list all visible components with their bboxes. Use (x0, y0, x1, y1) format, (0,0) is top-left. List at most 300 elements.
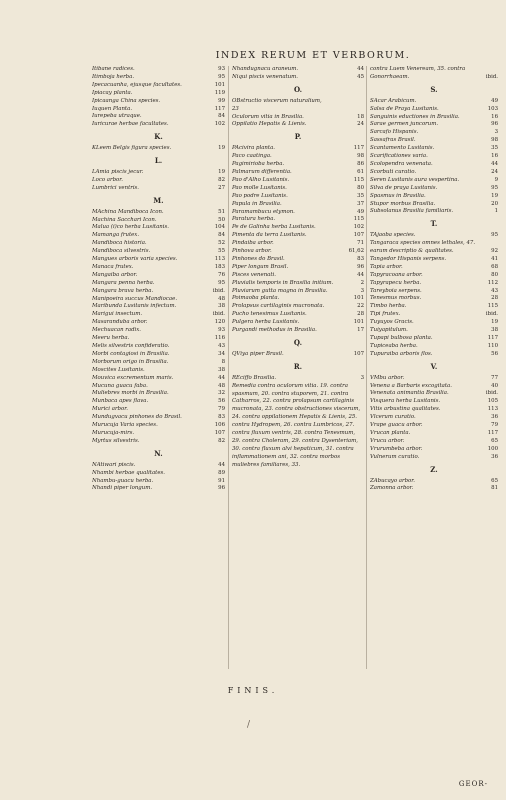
page-number: 117 (214, 105, 225, 112)
page-number: 44 (491, 160, 498, 167)
index-term: Itimboja herba. (92, 73, 135, 80)
page-number: 105 (487, 398, 498, 405)
index-term: Ipiacay planta. (92, 89, 133, 96)
index-entry (370, 272, 498, 280)
index-entry (232, 201, 364, 209)
index-column-2 (232, 66, 364, 470)
index-entry (232, 280, 364, 288)
index-entry (232, 169, 364, 177)
page-number: 102 (214, 121, 225, 128)
index-entry (370, 161, 498, 169)
index-term: Pisces venenati. (232, 271, 276, 278)
page-number: 71 (357, 240, 364, 247)
index-entry (232, 114, 364, 122)
index-term: Subsolanus Brasilia familiaris. (370, 208, 454, 215)
section-letter: R. (293, 361, 303, 371)
index-term: Ipicaanga China species. (92, 97, 161, 104)
index-entry (232, 193, 364, 201)
index-term: Vrucan planta. (370, 429, 411, 436)
index-entry (370, 185, 498, 193)
index-term: Ipecacuanha, ejusque facultates. (92, 81, 182, 88)
page-number: 120 (214, 319, 225, 326)
index-entry (370, 485, 498, 493)
page-number: 48 (218, 295, 225, 302)
page-number: 76 (218, 271, 225, 278)
index-term: Pao d'Alho Lusitanis. (232, 176, 290, 183)
index-term: Piper longum Brasil. (232, 263, 289, 270)
index-term: 23 (232, 105, 239, 112)
index-entry (92, 177, 225, 185)
page-number: 83 (357, 255, 364, 262)
index-entry (92, 280, 225, 288)
index-term: Spasmus in Brasilia. (370, 192, 426, 199)
index-term: Vrucu arbor. (370, 437, 405, 444)
page-number: 3 (360, 374, 364, 381)
index-term: Morbi contagiosi in Brasilia. (92, 350, 170, 357)
index-entry (370, 232, 498, 240)
index-column-1 (92, 66, 225, 493)
page-number: 35 (491, 145, 498, 152)
page-number: 18 (357, 113, 364, 120)
page-number: 77 (491, 374, 498, 381)
index-term: Pagimirioba herba. (232, 161, 285, 168)
page-number: 19 (218, 145, 225, 152)
index-entry (370, 335, 498, 343)
index-term: Mechuacan radix. (92, 327, 142, 334)
index-term: Palmarum differentia. (232, 168, 292, 175)
page-number: 98 (357, 153, 364, 160)
index-term: Nhambu-guacu herba. (92, 477, 154, 484)
index-term: Prolapsus cartilaginis mucronata. (232, 303, 325, 310)
page-number: 16 (491, 153, 498, 160)
page-number: 117 (353, 145, 364, 152)
page-number: 183 (214, 263, 225, 270)
index-term: Masaranduba arbor. (92, 319, 148, 326)
index-entry (92, 335, 225, 343)
index-term: Manaca frutex. (92, 263, 134, 270)
index-entry (370, 414, 498, 422)
page-number: 101 (353, 319, 364, 326)
page-number: 115 (353, 176, 364, 183)
page-number: 113 (487, 406, 498, 413)
index-entry (370, 177, 498, 185)
index-entry (370, 137, 498, 145)
index-term: Vrurumbeba arbor. (370, 445, 423, 452)
index-entry (232, 327, 364, 335)
index-entry (92, 478, 225, 486)
page-number: 100 (487, 445, 498, 452)
page-number: 98 (491, 137, 498, 144)
index-entry (92, 430, 225, 438)
page-number: 41 (491, 255, 498, 262)
page-number: 106 (214, 422, 225, 429)
index-term: ZAbucayo arbor. (370, 477, 415, 484)
page-number: 44 (218, 374, 225, 381)
page-number: 50 (218, 216, 225, 223)
index-term: Sanguinis eductiones in Brasilia. (370, 113, 460, 120)
index-term: PAcivira planta. (232, 145, 275, 152)
index-term: Moscites Lusitanis. (92, 366, 145, 373)
page-number: 119 (214, 89, 225, 96)
index-term: Purgandi methodus in Brasilia. (232, 327, 317, 334)
index-term: Pinhones do Brasil. (232, 255, 285, 262)
index-term: Tenesmus morbus. (370, 295, 422, 302)
index-entry (370, 422, 498, 430)
index-term: Maribunda Lusitanis infectum. (92, 303, 177, 310)
index-entry (232, 256, 364, 264)
index-entry (92, 398, 225, 406)
index-entry (92, 145, 225, 153)
index-term: Scolopendra venenata. (370, 160, 433, 167)
index-term: Scarificationes varia. (370, 153, 428, 160)
page-number: 49 (491, 97, 498, 104)
index-entry (92, 224, 225, 232)
column-rule (228, 66, 229, 669)
index-entry (92, 264, 225, 272)
remedia-paragraph: Remedia contra oculorum vitia. 19. contra spasmum, 20. contra stuporem, 21. contra Catharros, 22. contra prolapsum cartilaginis mucronata, 23. contra obstructiones viscerum, 24. contra oppilationem Hepatis & Lienis, 25. contra Hydropem, 26. contra Lumbricos, 27. contra fluxum ventris, 28. contra Tenesmum, 29. contra Choleram, 29. contra Dysenteriam, 30. contra fluxum alvi hepaticum, 31. contra inflammationem ani, 32. contra morbos muliebres familiares, 33. (232, 382, 361, 468)
index-entry (232, 272, 364, 280)
index-term: Machina Sacchari Icon. (92, 216, 157, 223)
index-entry (92, 106, 225, 114)
index-term: Iuricurae herbae facultates. (92, 121, 169, 128)
index-term: Tangedor Hispanis serpens. (370, 255, 447, 262)
page-number: 28 (491, 295, 498, 302)
index-entry (92, 272, 225, 280)
index-term: VMbu arbor. (370, 374, 405, 381)
index-term: Tupiceaba herba. (370, 342, 418, 349)
index-term: Loco arbor. (92, 176, 123, 183)
section-letter: N. (154, 448, 163, 458)
page-number: 34 (218, 350, 225, 357)
index-entry (370, 66, 498, 74)
index-term: Pucho tenesimus Lusitanis. (232, 311, 307, 318)
index-term: Oculorum vitia in Brasilia. (232, 113, 304, 120)
index-entry (232, 303, 364, 311)
index-entry (92, 303, 225, 311)
page-number: 24 (357, 121, 364, 128)
page-number: 99 (218, 97, 225, 104)
page-number: 116 (214, 335, 225, 342)
page-number: 55 (218, 248, 225, 255)
index-entry-wrapped: OBstructio viscerum naturalium, (232, 97, 322, 104)
index-entry (92, 383, 225, 391)
index-entry (92, 485, 225, 493)
index-term: Morborum origo in Brasilia. (92, 358, 169, 365)
index-term: Nhandi piper longum. (92, 485, 153, 492)
index-term: Tapyrapecu herba. (370, 279, 422, 286)
index-entry (232, 177, 364, 185)
index-entry (370, 121, 498, 129)
page-number: 61 (357, 168, 364, 175)
index-entry (232, 66, 364, 74)
page-number: 45 (357, 73, 364, 80)
index-term: REciffo Brasilia. (232, 374, 277, 381)
index-term: Tapia arbor. (370, 263, 403, 270)
index-term: Salsa de Praya Lusitanis. (370, 105, 439, 112)
index-term: Tuyuyos Gracis. (370, 319, 414, 326)
index-term: Venenata animantia Brasilia. (370, 390, 449, 397)
index-term: Pimenta da terra Lusitanis. (232, 232, 307, 239)
section-letter: S. (430, 84, 438, 94)
index-entry (92, 209, 225, 217)
page-number: 96 (357, 263, 364, 270)
finis-text: FINIS. (227, 686, 279, 695)
page-number: 38 (491, 327, 498, 334)
page-number: 107 (353, 350, 364, 357)
index-entry (370, 208, 498, 216)
section-letter: M. (153, 195, 164, 205)
page-number: 2 (360, 279, 364, 286)
index-term: Murucuja Varia species. (92, 422, 158, 429)
index-term: Mucuna guacu faba. (92, 382, 148, 389)
index-entry (370, 311, 498, 319)
index-term: Manipoeira succus Mandiocae. (92, 295, 178, 302)
index-entry (92, 422, 225, 430)
index-entry (370, 398, 498, 406)
index-entry (370, 288, 498, 296)
index-term: Scantamento Lusitanis. (370, 145, 435, 152)
index-entry (232, 185, 364, 193)
index-entry (370, 430, 498, 438)
page-number: 35 (357, 192, 364, 199)
index-entry (370, 129, 498, 137)
page-number: 22 (357, 303, 364, 310)
page-number: 56 (491, 350, 498, 357)
index-entry (92, 296, 225, 304)
index-entry (370, 280, 498, 288)
index-term: Pulgera herba Lusitanis. (232, 319, 300, 326)
index-term: Vlcerum curatio. (370, 414, 416, 421)
index-entry (92, 343, 225, 351)
page-number: 8 (221, 358, 225, 365)
index-entry (92, 82, 225, 90)
page-header (0, 50, 506, 61)
page-number: 84 (218, 113, 225, 120)
section-letter: L. (154, 156, 163, 166)
index-entry (92, 414, 225, 422)
index-term: Iuquen Planta. (92, 105, 133, 112)
index-entry (232, 311, 364, 319)
page-number: 44 (218, 461, 225, 468)
index-entry (370, 74, 498, 82)
index-term: Papula in Brasilia. (232, 200, 282, 207)
page-number: 65 (491, 477, 498, 484)
page-number: 91 (218, 477, 225, 484)
index-term: Mamanga frutex. (92, 232, 140, 239)
index-entry (232, 216, 364, 224)
index-entry (370, 256, 498, 264)
page-number: 20 (491, 200, 498, 207)
page-number: 38 (218, 303, 225, 310)
page-number: 96 (218, 485, 225, 492)
index-entry (370, 446, 498, 454)
index-term: Tipi frutex. (370, 311, 401, 318)
index-entry (92, 232, 225, 240)
section-letter: K. (154, 132, 163, 142)
page-number: 107 (353, 232, 364, 239)
page-number: 51 (218, 208, 225, 215)
index-term: Iurepeba utraque. (92, 113, 142, 120)
index-term: Vulnerum curatio. (370, 453, 420, 460)
page-number: 101 (353, 295, 364, 302)
index-entry (232, 161, 364, 169)
index-term: Tupuraiba arboris flos. (370, 350, 433, 357)
page-number: 96 (491, 121, 498, 128)
index-term: Munbaca apes flava. (92, 398, 149, 405)
catchword: GEOR- (458, 780, 488, 788)
page-number: 115 (353, 216, 364, 223)
page-number: 79 (491, 422, 498, 429)
index-term: Sarae germen juncorum. (370, 121, 439, 128)
index-entry (92, 375, 225, 383)
index-term: Mundugvacu pinhones do Brasil. (92, 414, 182, 421)
page-number: 36 (491, 414, 498, 421)
index-term: Oppilatio Hepatis & Lienis. (232, 121, 307, 128)
index-term: Mandiboca historia. (92, 240, 147, 247)
index-entry (92, 98, 225, 106)
index-term: Stupor morbus Brasilia. (370, 200, 436, 207)
page-number: 107 (214, 429, 225, 436)
index-entry (370, 390, 498, 398)
index-term: Pe de Galinha herba Lusitanis. (232, 224, 316, 231)
index-entry (92, 311, 225, 319)
index-entry-wrapped: Pluvialis temporis in Brasilia initium. (232, 279, 334, 286)
page-number: 1 (494, 208, 498, 215)
index-entry (370, 375, 498, 383)
index-entry (370, 169, 498, 177)
section-letter: Q. (293, 338, 303, 347)
index-term: Mouvica excrementum maris. (92, 374, 174, 381)
index-entry (92, 113, 225, 121)
index-entry (232, 319, 364, 327)
index-entry (92, 367, 225, 375)
page-number: 3 (360, 287, 364, 294)
index-entry (232, 74, 364, 82)
index-entry (92, 185, 225, 193)
index-term: Sarcafo Hispanis. (370, 129, 419, 136)
page-number: 117 (487, 429, 498, 436)
page-number: 40 (491, 382, 498, 389)
page-number: 104 (214, 224, 225, 231)
index-term: Marigui insectum. (92, 311, 143, 318)
index-entry (92, 256, 225, 264)
index-term: QViya piper Brasil. (232, 350, 284, 357)
index-entry (370, 327, 498, 335)
index-term: Paco caatinga. (232, 153, 272, 160)
index-entry (92, 438, 225, 446)
index-entry (370, 406, 498, 414)
index-entry (232, 232, 364, 240)
index-entry (232, 240, 364, 248)
index-term: Mangaiba arbor. (92, 271, 138, 278)
index-entry (92, 248, 225, 256)
index-entry (370, 240, 498, 256)
page-number: 95 (491, 184, 498, 191)
index-column-3 (370, 66, 498, 493)
page-number: 37 (357, 200, 364, 207)
index-entry (92, 462, 225, 470)
index-term: Tupapi bulbosa planta. (370, 335, 433, 341)
page-number: 86 (357, 161, 364, 168)
page-number: 68 (491, 263, 498, 270)
page-number: 19 (218, 168, 225, 175)
index-entry (370, 454, 498, 462)
index-entry (232, 295, 364, 303)
page-number: 79 (218, 406, 225, 413)
index-term: Nhambi herbae qualitates. (92, 469, 166, 476)
index-term: Murucuja-mirs. (92, 429, 135, 436)
index-term: Paratura herba. (232, 216, 276, 223)
index-term: Malua (i)co herba Lusitanis. (92, 224, 169, 231)
index-entry (370, 201, 498, 209)
index-entry (370, 319, 498, 327)
index-term: Sassafras Brasil. (370, 137, 416, 144)
page-number: 84 (218, 232, 225, 239)
index-entry (92, 74, 225, 82)
page-number: 19 (491, 319, 498, 326)
index-term: Silva de praya Lusitanis. (370, 184, 438, 191)
index-entry (370, 351, 498, 359)
index-term: Myrtus silvestris. (92, 437, 140, 444)
index-entry (232, 106, 364, 114)
page-number: 80 (357, 184, 364, 191)
ink-mark: / (247, 720, 251, 730)
page-number: ibid. (212, 287, 225, 294)
page-number: 95 (218, 279, 225, 286)
index-term: MAchina Mandiboca Icon. (92, 208, 164, 215)
index-entry (370, 438, 498, 446)
page-number: 93 (218, 327, 225, 334)
index-entry-wrapped: Tangaraca species omnes lethales, 47. earum descriptio & qualitates. (370, 240, 476, 255)
running-title: INDEX RERUM ET VERBORUM. (215, 50, 411, 61)
page-number: 103 (487, 105, 498, 112)
page-number: 112 (487, 279, 498, 286)
page-number: 49 (357, 208, 364, 215)
index-term: Mandiboca silvestris. (92, 248, 151, 255)
index-term: Seren Lusitanis aura vespertina. (370, 176, 460, 183)
index-term: SAcar Arabicum. (370, 97, 417, 104)
index-entry (370, 343, 498, 351)
index-term: Meeru herba. (92, 335, 130, 342)
index-entry (232, 145, 364, 153)
page-number: 80 (491, 271, 498, 278)
page-number (496, 66, 498, 74)
page-number: 28 (357, 311, 364, 318)
index-term: NAtiwari piscis. (92, 461, 136, 468)
section-letter: V. (430, 361, 438, 371)
index-entry (370, 114, 498, 122)
index-term: Itibane radices. (92, 66, 135, 72)
index-term: Pinhova arbor. (232, 248, 272, 255)
index-entry (92, 240, 225, 248)
index-term: Pao podre Lusitanis. (232, 192, 288, 199)
column-rule (366, 66, 367, 669)
index-term: Gonorrhaeam. (370, 73, 410, 80)
index-term: Lumbrici ventris. (92, 184, 140, 191)
index-entry (370, 303, 498, 311)
index-entry (92, 121, 225, 129)
page-number: 81 (491, 485, 498, 492)
page-number: 19 (491, 192, 498, 199)
index-term: contra Luem Veneream, 35. contra (370, 66, 466, 72)
page-number: 48 (218, 382, 225, 389)
page-number: 17 (357, 327, 364, 334)
index-term: Nhandugnacu araneum. (232, 66, 299, 72)
section-letter: P. (294, 132, 302, 142)
index-term: LAmia piscis jecur. (92, 168, 144, 175)
index-entry (232, 224, 364, 232)
index-entry (232, 121, 364, 129)
